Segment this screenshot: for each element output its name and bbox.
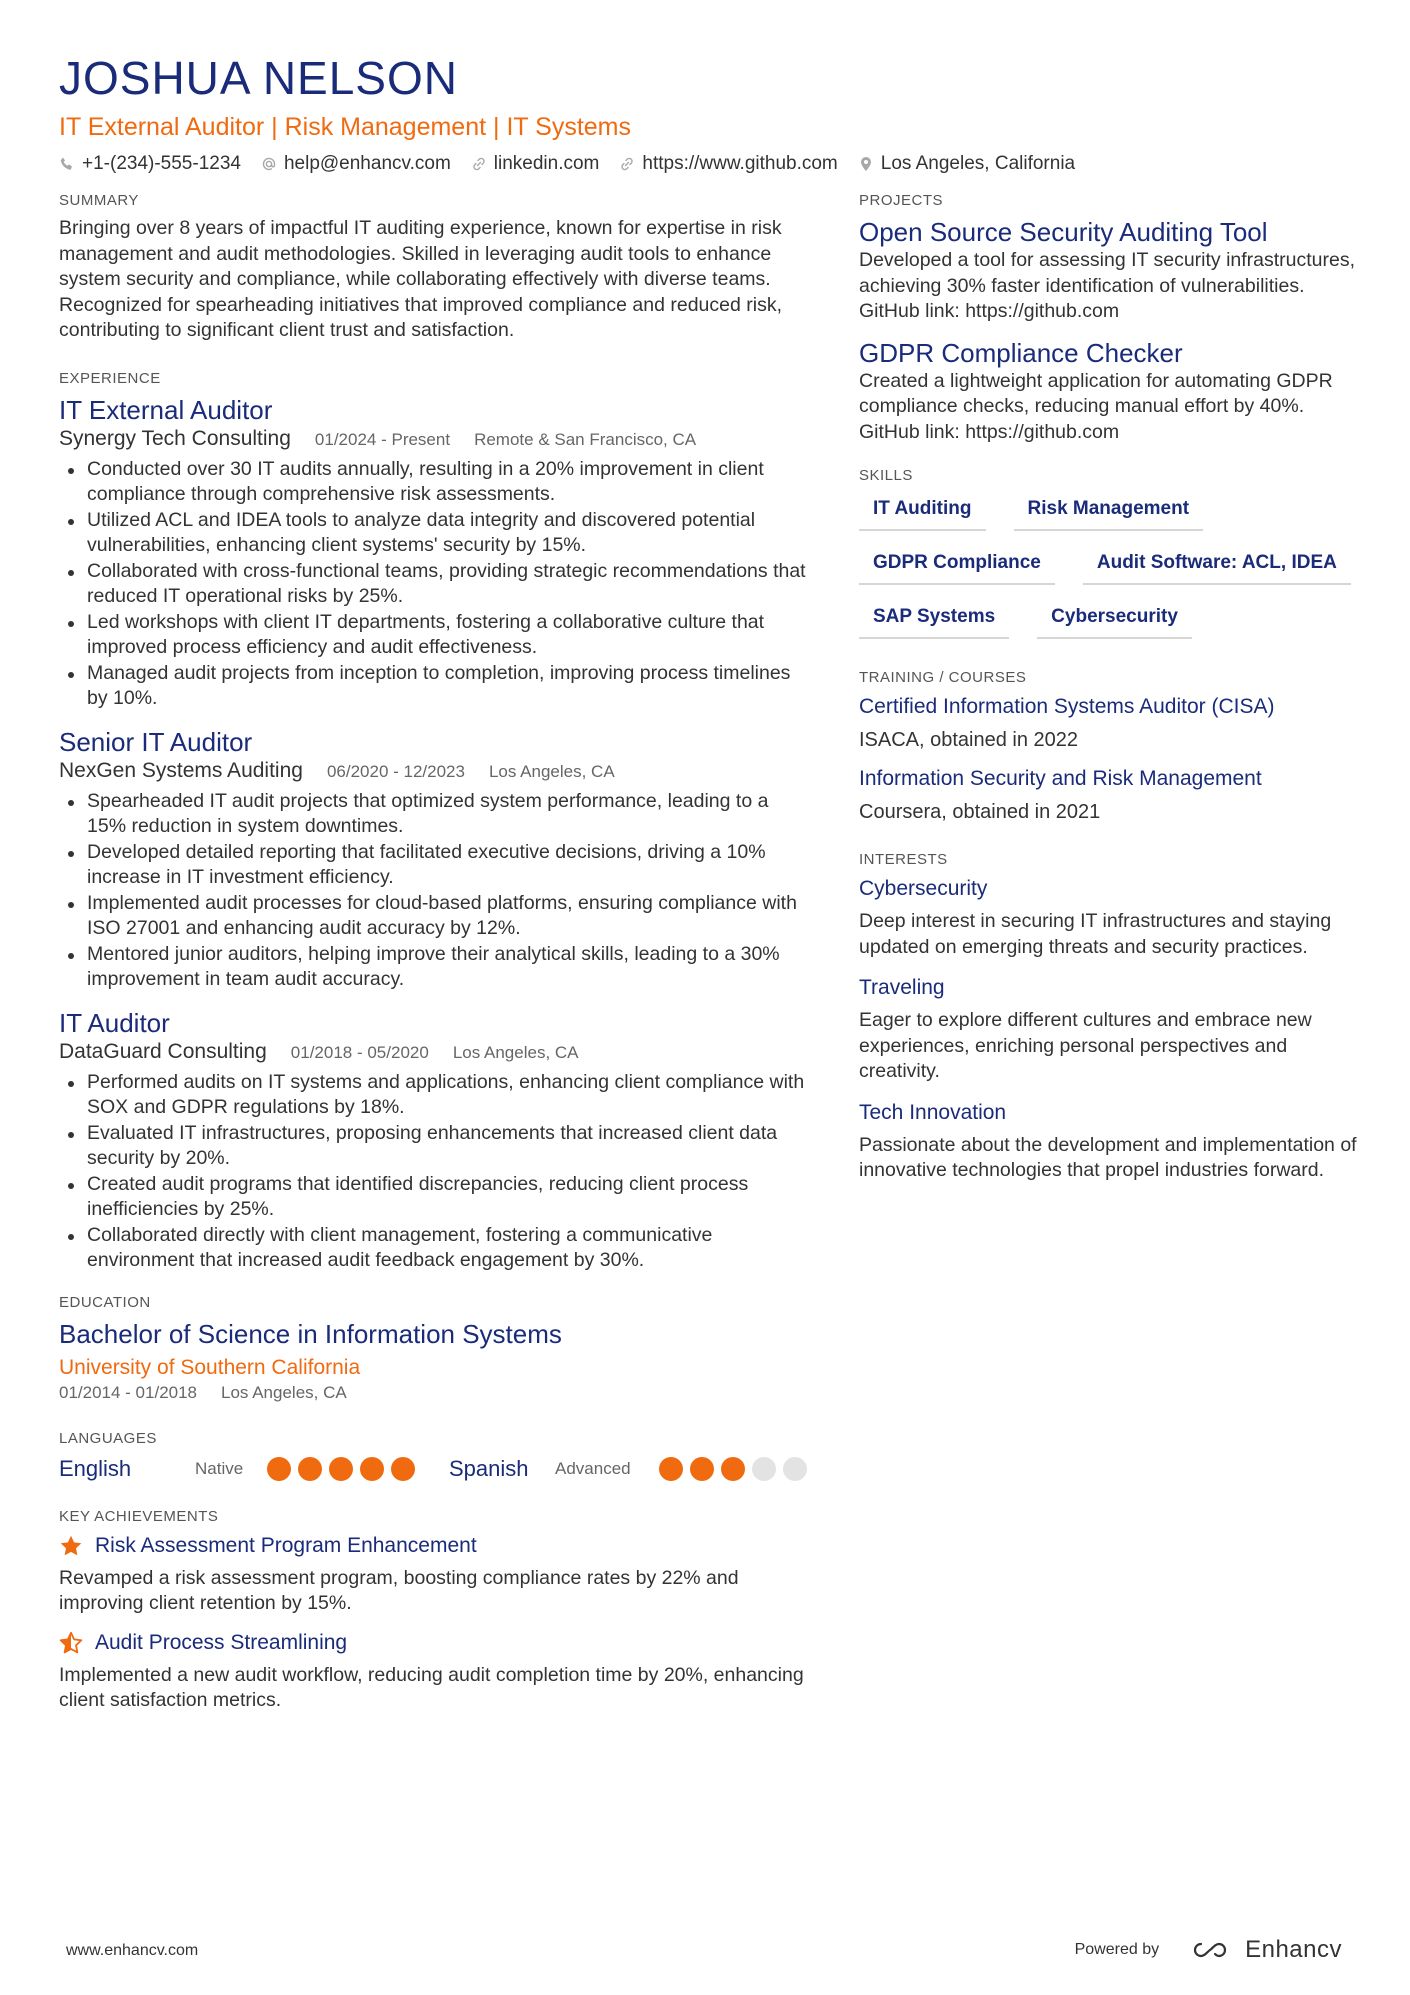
location-pin-icon [858, 156, 874, 172]
language-list [59, 1456, 809, 1482]
candidate-headline: IT External Auditor | Risk Management | IT Systems [59, 113, 632, 141]
project-item [859, 216, 1359, 325]
section-title: KEY ACHIEVEMENTS [59, 1507, 219, 1525]
rating-dot-filled [298, 1457, 322, 1481]
achievement-item [59, 1629, 809, 1714]
achievement-head [59, 1532, 809, 1560]
interest-item [859, 1099, 1359, 1184]
skill-list [859, 493, 1359, 639]
language-name: Spanish [449, 1455, 529, 1481]
skill-tag: Audit Software: ACL, IDEA [1083, 547, 1351, 585]
education-section [59, 1294, 809, 1404]
rating-dot-filled [360, 1457, 384, 1481]
job-date: 06/2020 - 12/2023 [326, 761, 465, 781]
candidate-name: JOSHUA NELSON [59, 52, 458, 104]
job-title: Senior IT Auditor [59, 726, 253, 757]
right-column [859, 192, 1359, 1210]
contact-phone[interactable] [59, 152, 241, 176]
training-section [859, 669, 1359, 825]
summary-section [59, 192, 809, 344]
summary-text: Bringing over 8 years of impactful IT auditing experience, known for expertise in risk management and audit methodologies. Skilled in leveraging audit tools to enhance system security and compliance, while collaborating effectively with diverse teams. Recognized for spearheading initiatives that improved compliance and reduced risk, contributing to significant client trust and satisfaction. [59, 217, 782, 341]
course-item [859, 693, 1359, 753]
language-rating [267, 1457, 415, 1481]
contact-linkedin[interactable] [471, 152, 600, 176]
bullet-item: Evaluated IT infrastructures, proposing enhancements that increased client data security by 20%. [59, 1121, 809, 1172]
job-title: IT External Auditor [59, 394, 273, 425]
job-location: Remote & San Francisco, CA [474, 429, 697, 449]
education-meta [59, 1382, 809, 1404]
contact-location [858, 152, 1075, 176]
job-company: NexGen Systems Auditing [59, 758, 303, 782]
bullet-item: Mentored junior auditors, helping improve their analytical skills, leading to a 30% improvement in team audit accuracy. [59, 942, 809, 993]
achievement-title: Audit Process Streamlining [95, 1630, 348, 1654]
education-date: 01/2014 - 01/2018 [59, 1382, 198, 1402]
skill-tag: SAP Systems [859, 601, 1009, 639]
language-name: English [59, 1455, 132, 1481]
at-icon [261, 156, 277, 172]
rating-dot-filled [329, 1457, 353, 1481]
language-level: Advanced [555, 1458, 631, 1478]
bullet-item: Performed audits on IT systems and applications, enhancing client compliance with SOX and GDPR regulations by 18%. [59, 1070, 809, 1121]
achievement-item [59, 1532, 809, 1617]
education-school: University of Southern California [59, 1355, 361, 1379]
bullet-item: Created audit programs that identified discrepancies, reducing client process inefficiencies by 25%. [59, 1172, 809, 1223]
achievement-text: Implemented a new audit workflow, reducing audit completion time by 20%, enhancing client satisfaction metrics. [59, 1663, 804, 1711]
job-entry [59, 726, 809, 993]
achievements-section [59, 1508, 809, 1714]
job-date: 01/2024 - Present [314, 429, 451, 449]
interest-title: Tech Innovation [859, 1100, 1007, 1124]
skill-tag: GDPR Compliance [859, 547, 1055, 585]
achievement-title: Risk Assessment Program Enhancement [95, 1533, 477, 1557]
bullet-item: Implemented audit processes for cloud-based platforms, ensuring compliance with ISO 27001 and enhancing audit accuracy by 12%. [59, 891, 809, 942]
interest-title: Cybersecurity [859, 877, 988, 900]
website-text: https://www.github.com [642, 153, 838, 174]
location-text: Los Angeles, California [880, 153, 1076, 174]
course-title: Information Security and Risk Management [859, 767, 1262, 790]
bullet-item: Collaborated with cross-functional teams, providing strategic recommendations that reduced IT operational risks by 25%. [59, 559, 809, 610]
job-bullets [59, 1070, 809, 1274]
course-subtitle: ISACA, obtained in 2022 [859, 729, 1079, 751]
bullet-item: Led workshops with client IT departments, fostering a collaborative culture that improved process efficiency and audit effectiveness. [59, 610, 809, 661]
footer-branding[interactable] [1075, 1936, 1342, 1964]
job-meta [59, 1039, 809, 1066]
rating-dot-filled [267, 1457, 291, 1481]
rating-dot-filled [391, 1457, 415, 1481]
contact-bar [59, 152, 1359, 176]
footer-website[interactable]: www.enhancv.com [66, 1942, 199, 1959]
interest-title: Traveling [859, 976, 945, 999]
linkedin-text: linkedin.com [493, 153, 600, 174]
job-bullets [59, 789, 809, 993]
education-location: Los Angeles, CA [221, 1382, 347, 1402]
link-icon [471, 156, 487, 172]
contact-website[interactable] [619, 152, 837, 176]
interest-text: Deep interest in securing IT infrastructures and staying updated on emerging threats and security practices. [859, 910, 1332, 958]
project-title: Open Source Security Auditing Tool [859, 217, 1268, 247]
bullet-item: Utilized ACL and IDEA tools to analyze data integrity and discovered potential vulnerabilities, enhancing client systems' security by 15%. [59, 508, 809, 559]
left-column [59, 192, 809, 1740]
rating-dot-filled [659, 1457, 683, 1481]
project-text: Created a lightweight application for automating GDPR compliance checks, reducing manual effort by 40%. GitHub link: https://github.com [859, 369, 1333, 443]
skill-tag: IT Auditing [859, 493, 986, 531]
job-company: Synergy Tech Consulting [59, 426, 291, 450]
section-title: TRAINING / COURSES [859, 669, 1027, 686]
skills-section [859, 467, 1359, 639]
phone-icon [59, 156, 75, 172]
email-text: help@enhancv.com [283, 153, 451, 174]
language-level: Native [195, 1458, 244, 1478]
bullet-item: Conducted over 30 IT audits annually, resulting in a 20% improvement in client compliance through comprehensive risk assessments. [59, 457, 809, 508]
job-date: 01/2018 - 05/2020 [290, 1042, 429, 1062]
education-degree: Bachelor of Science in Information Systems [59, 1318, 562, 1349]
project-item [859, 337, 1359, 446]
interest-item [859, 974, 1359, 1085]
rating-dot-filled [721, 1457, 745, 1481]
enhancv-logo-icon [1187, 1938, 1233, 1962]
bullet-item: Spearheaded IT audit projects that optimized system performance, leading to a 15% reduction in system downtimes. [59, 789, 809, 840]
interest-item [859, 875, 1359, 960]
language-item [59, 1456, 415, 1482]
brand-name: Enhancv [1245, 1936, 1342, 1963]
project-title: GDPR Compliance Checker [859, 337, 1183, 368]
section-title: LANGUAGES [59, 1429, 157, 1447]
contact-email[interactable] [261, 152, 451, 176]
interest-text: Passionate about the development and implementation of innovative technologies that propel industries forward. [859, 1133, 1357, 1181]
section-title: PROJECTS [859, 192, 944, 209]
course-item [859, 765, 1359, 825]
star-icon [59, 1534, 83, 1558]
experience-section [59, 370, 809, 1274]
rating-dot-empty [752, 1457, 776, 1481]
course-title: Certified Information Systems Auditor (CISA) [859, 695, 1275, 718]
link-icon [619, 156, 635, 172]
section-title: INTERESTS [859, 851, 948, 868]
job-entry [59, 394, 809, 712]
powered-by-label: Powered by [1074, 1941, 1160, 1958]
languages-section [59, 1430, 809, 1482]
rating-dot-empty [783, 1457, 807, 1481]
course-subtitle: Coursera, obtained in 2021 [859, 801, 1101, 823]
rating-dot-filled [690, 1457, 714, 1481]
bullet-item: Collaborated directly with client management, fostering a communicative environment that increased audit feedback engagement by 30%. [59, 1223, 809, 1274]
bullet-item: Developed detailed reporting that facilitated executive decisions, driving a 10% increase in IT investment efficiency. [59, 840, 809, 891]
section-title: SKILLS [859, 467, 913, 484]
phone-text: +1-(234)-555-1234 [82, 153, 241, 174]
job-meta [59, 758, 809, 785]
job-meta [59, 426, 809, 453]
interests-section [859, 851, 1359, 1184]
half-star-icon [59, 1631, 83, 1655]
bullet-item: Managed audit projects from inception to completion, improving process timelines by 10%. [59, 661, 809, 712]
job-entry [59, 1007, 809, 1274]
job-location: Los Angeles, CA [488, 761, 615, 781]
interest-text: Eager to explore different cultures and embrace new experiences, enriching personal perspectives and creativity. [859, 1009, 1312, 1082]
job-title: IT Auditor [59, 1007, 170, 1038]
project-text: Developed a tool for assessing IT security infrastructures, achieving 30% faster identification of vulnerabilities. GitHub link: https://github.com [859, 249, 1356, 322]
section-title: EXPERIENCE [59, 369, 161, 387]
achievement-text: Revamped a risk assessment program, boosting compliance rates by 22% and improving client retention by 15%. [59, 1566, 739, 1614]
job-company: DataGuard Consulting [59, 1039, 267, 1063]
projects-section [859, 192, 1359, 445]
section-title: EDUCATION [59, 1293, 151, 1311]
achievement-head [59, 1629, 809, 1657]
skill-tag: Risk Management [1014, 493, 1204, 531]
section-title: SUMMARY [59, 192, 139, 209]
job-bullets [59, 457, 809, 712]
job-location: Los Angeles, CA [452, 1042, 579, 1062]
language-rating [659, 1457, 807, 1481]
language-item [449, 1456, 807, 1482]
skill-tag: Cybersecurity [1037, 601, 1192, 639]
resume-header [59, 50, 1359, 176]
